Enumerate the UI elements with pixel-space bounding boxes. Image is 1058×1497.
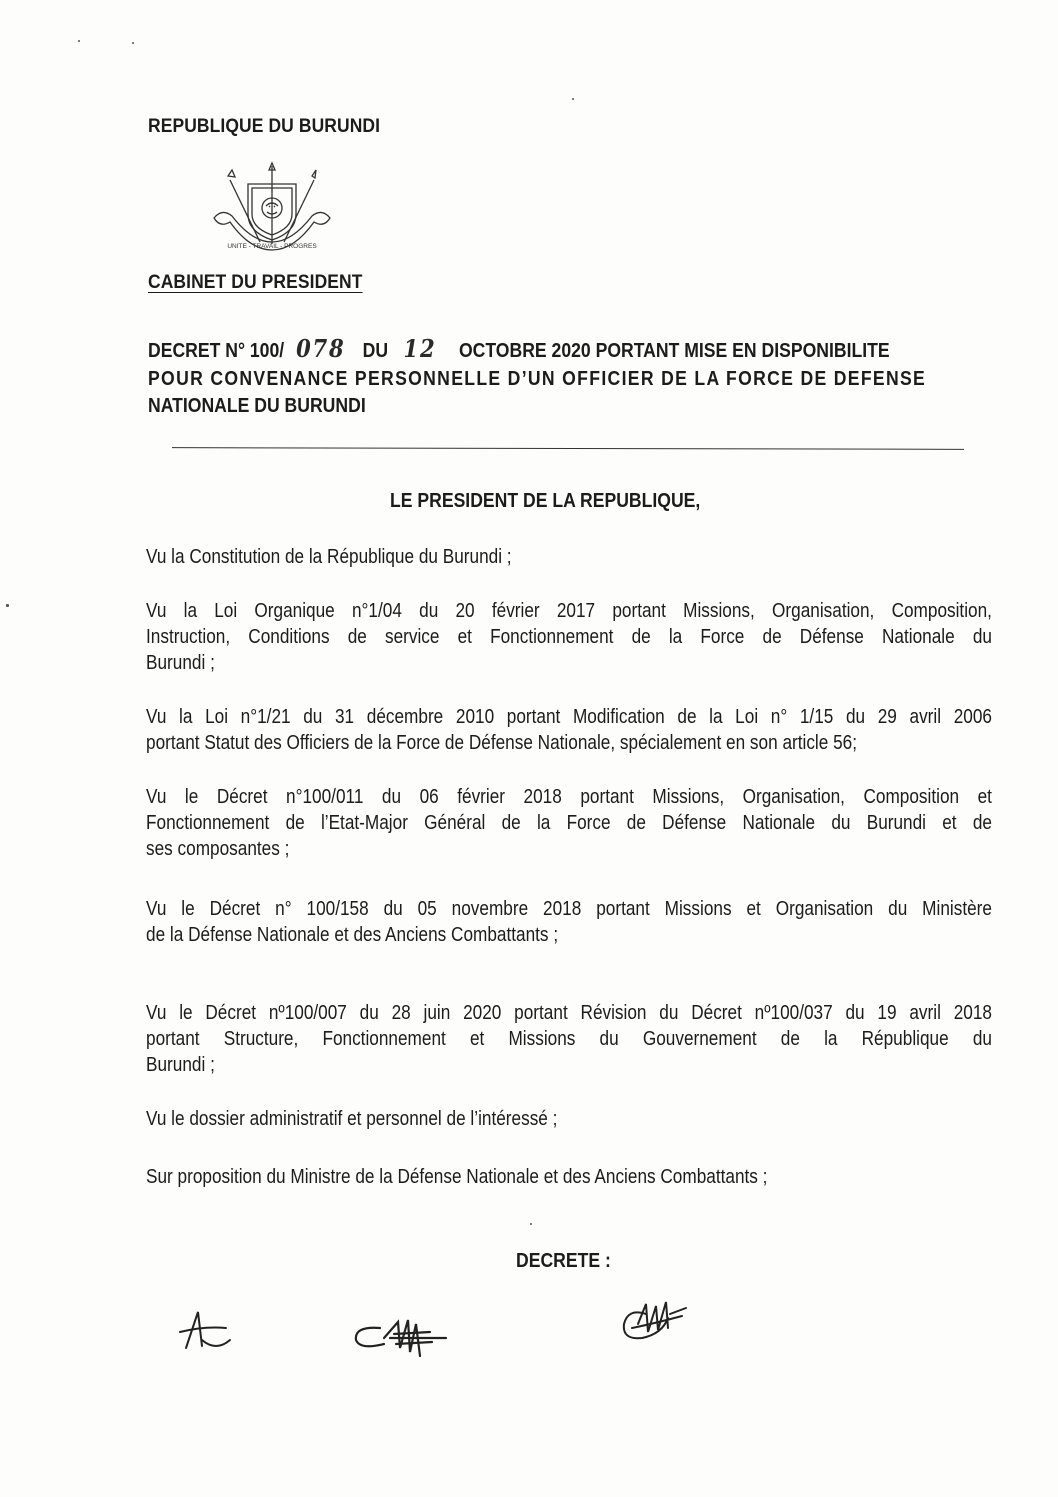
initials-2-icon: [350, 1308, 450, 1366]
decree-title-line-2: POUR CONVENANCE PERSONNELLE D’UN OFFICIER DE LA FORCE DE DEFENSE: [148, 368, 927, 390]
decision-heading: DECRETE :: [516, 1250, 611, 1272]
consideration-constitution: Vu la Constitution de la République du Burundi ;: [146, 546, 512, 568]
decree-day-handwritten: 12: [403, 334, 437, 363]
decree-number-handwritten: 078: [296, 334, 346, 363]
scan-speck: [6, 604, 9, 607]
consideration-loi-organique: Vu la Loi Organique n°1/04 du 20 février 2017 portant Missions, Organisation, Composition, Instruction, Conditions de service et Fonctionnement de la Force de Défense Nationale du Burundi ;: [146, 600, 992, 674]
decree-prefix: DECRET N° 100/: [148, 340, 285, 362]
scan-speck: [132, 42, 134, 44]
consideration-loi-statut: Vu la Loi n°1/21 du 31 décembre 2010 portant Modification de la Loi n° 1/15 du 29 avril 2006 portant Statut des Officiers de la Force de Défense Nationale, spécialement en son article 56;: [146, 706, 992, 754]
initials-1-icon: [176, 1306, 236, 1356]
initials-3-icon: [612, 1294, 696, 1354]
consideration-decret-ministere: Vu le Décret n° 100/158 du 05 novembre 2018 portant Missions et Organisation du Ministère de la Défense Nationale et des Anciens Combattants ;: [146, 898, 992, 946]
consideration-proposition: Sur proposition du Ministre de la Défense Nationale et des Anciens Combattants ;: [146, 1166, 768, 1188]
scan-speck: [78, 40, 80, 42]
authority-heading: LE PRESIDENT DE LA REPUBLIQUE,: [390, 490, 701, 512]
scan-speck: [530, 1223, 532, 1225]
consideration-decret-gouvernement: Vu le Décret nº100/007 du 28 juin 2020 portant Révision du Décret nº100/037 du 19 avril 2018 portant Structure, Fonctionnement et Missions du Gouvernement de la République du Burundi ;: [146, 1002, 992, 1076]
decree-title-line-3: NATIONALE DU BURUNDI: [148, 395, 366, 417]
scan-speck: [572, 98, 574, 100]
office-heading: CABINET DU PRESIDENT: [148, 272, 363, 293]
title-separator: [172, 447, 964, 450]
decree-title-line-1: [148, 334, 890, 363]
coat-of-arms-icon: [208, 160, 336, 260]
decree-title-suffix: OCTOBRE 2020 PORTANT MISE EN DISPONIBILITE: [458, 340, 890, 362]
consideration-decret-etat-major: Vu le Décret n°100/011 du 06 février 2018 portant Missions, Organisation, Composition et Fonctionnement de l’Etat-Major Général de la Force de Défense Nationale du Burundi et de ses composantes ;: [146, 786, 992, 860]
emblem-motto: UNITE - TRAVAIL - PROGRES: [227, 243, 317, 250]
decree-du: DU: [362, 340, 389, 362]
country-heading: REPUBLIQUE DU BURUNDI: [148, 116, 381, 137]
consideration-dossier: Vu le dossier administratif et personnel de l’intéressé ;: [146, 1108, 558, 1130]
